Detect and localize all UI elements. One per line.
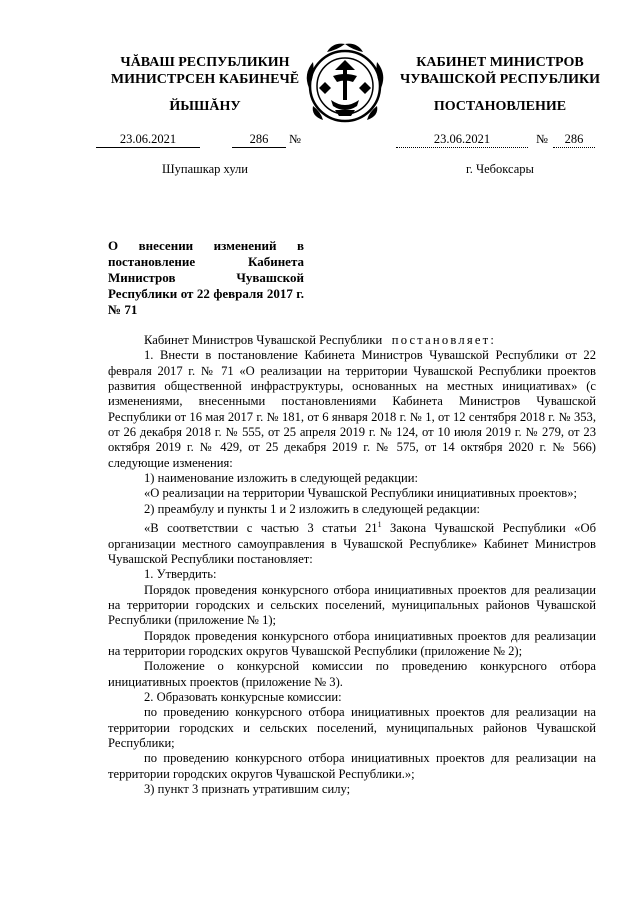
paragraph-6: 1. Утвердить: [144, 567, 217, 582]
paragraph-3: «О реализации на территории Чувашской Республики инициативных проектов»; [144, 486, 578, 501]
document-topic: О внесении изменений в постановление Кабинета Министров Чувашской Республики от 22 февраля 2017 г. № 71 [108, 238, 304, 317]
paragraph-13: 3) пункт 3 признать утратившим силу; [144, 782, 351, 797]
chuvash-emblem-icon [297, 36, 393, 132]
issuer-line1-russian: КАБИНЕТ МИНИСТРОВ [416, 55, 584, 70]
issuer-name-russian [392, 54, 608, 88]
intro-text: Кабинет Министров Чувашской Республики [144, 333, 383, 347]
paragraph-5-part-a: «В соответствии с частью 3 статьи 21 [144, 521, 378, 536]
paragraph-9: Положение о конкурсной комиссии по проведению конкурсного отбора инициативных проектов (приложение № 3). [108, 659, 596, 689]
doc-type-russian: ПОСТАНОВЛЕНИЕ [433, 99, 567, 114]
paragraph-2: 1) наименование изложить в следующей редакции: [144, 471, 418, 486]
number-sign-right: № [536, 132, 548, 146]
paragraph-5-superscript: 1 [377, 520, 382, 530]
paragraph-11: по проведению конкурсного отбора инициативных проектов для реализации на территории городских и сельских поселений, муниципальных районов Чувашской Республики; [108, 705, 596, 751]
issuer-line2-russian: ЧУВАШСКОЙ РЕСПУБЛИКИ [399, 72, 601, 87]
issuer-line2-chuvash: МИНИСТРСЕН КАБИНЕЧĔ [110, 72, 300, 87]
place-russian: г. Чебоксары [466, 162, 534, 176]
issuer-name-chuvash [96, 54, 314, 88]
date-underline-right [396, 147, 528, 148]
number-underline-left [232, 147, 286, 148]
paragraph-4: 2) преамбулу и пункты 1 и 2 изложить в следующей редакции: [144, 501, 480, 516]
number-sign-left: № [289, 132, 301, 146]
date-right: 23.06.2021 [433, 132, 491, 146]
place-chuvash: Шупашкар хули [162, 162, 248, 176]
doc-type-chuvash: ЙЫШĂНУ [169, 99, 241, 114]
intro-paragraph [108, 333, 596, 348]
paragraph-10: 2. Образовать конкурсные комиссии: [144, 690, 342, 705]
decree-word: постановляет: [391, 333, 497, 347]
paragraph-8: Порядок проведения конкурсного отбора инициативных проектов для реализации на территории городских округов Чувашской Республики (приложение № 2); [108, 628, 596, 659]
issuer-line1-chuvash: ЧĂВАШ РЕСПУБЛИКИН [120, 55, 290, 70]
paragraph-1: 1. Внести в постановление Кабинета Министров Чувашской Республики от 22 февраля 2017 г. № 71 «О реализации на территории Чувашской Республики проектов развития общественной инфраструктуры, основанных на местных инициативах» (с изменениями, внесенными постановлениями Кабинета Министров Чувашской Республики от 16 мая 2017 г. № 181, от 6 января 2018 г. № 1, от 12 сентября 2018 г. № 353, от 26 декабря 2018 г. № 555, от 25 апреля 2019 г. № 124, от 10 июля 2019 г. № 279, от 23 октября 2019 г. № 429, от 25 декабря 2019 г. № 575, от 14 октября 2020 г. № 566) следующие изменения: [108, 348, 596, 470]
date-underline-left [96, 147, 200, 148]
document-body [108, 333, 596, 798]
number-left: 286 [249, 132, 269, 146]
paragraph-5-part-b: Закона Чувашской Республики «Об организации местного самоуправления в Чувашской Республике» Кабинет Министров Чувашской Республики постановляет: [108, 521, 596, 566]
paragraph-12: по проведению конкурсного отбора инициативных проектов для реализации на территории городских округов Чувашской Республики.»; [108, 751, 596, 781]
number-underline-right [553, 147, 595, 148]
paragraph-5 [108, 517, 596, 567]
date-left: 23.06.2021 [119, 132, 177, 146]
paragraph-7: Порядок проведения конкурсного отбора инициативных проектов для реализации на территории городских и сельских поселений, муниципальных районов Чувашской Республики (приложение № 1); [108, 582, 596, 628]
number-right: 286 [564, 132, 584, 146]
